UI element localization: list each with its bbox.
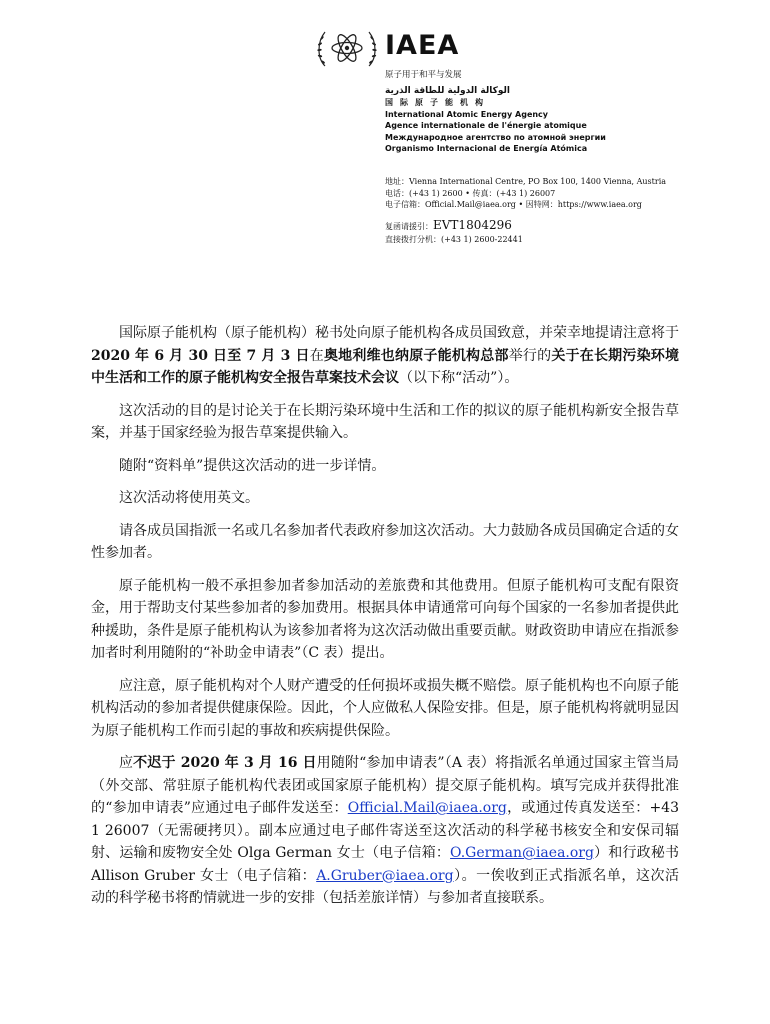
phone-fax-line: 电话：(+43 1) 2600 • 传真：(+43 1) 26007 (385, 188, 556, 198)
p8-text-4: ）和行政秘书 Allison Gruber 女士（电子信箱： (91, 845, 679, 884)
reference-label: 复函请援引： (385, 222, 433, 231)
reference-block (385, 219, 725, 246)
reference-number: EVT1804296 (433, 218, 512, 232)
p8-text: 应 (119, 755, 134, 771)
p1-text-4: （以下称“活动”）。 (399, 370, 519, 386)
agency-name-es: Organismo Internacional de Energía Atómica (385, 144, 588, 153)
letter-body (91, 322, 679, 920)
paragraph-2: 这次活动的目的是讨论关于在长期污染环境中生活和工作的拟议的原子能机构新安全报告草案，并基于国家经验为报告草案提供输入。 (91, 402, 679, 441)
iaea-emblem-icon (315, 26, 379, 70)
p1-text-2: 在 (309, 347, 324, 364)
agency-name-ar: الوكالة الدولية للطاقة الذرية (385, 85, 510, 96)
motto-zh: 原子用于和平与发展 (385, 70, 462, 80)
p1-event-title: 关于在长期污染环境中生活和工作的原子能机构安全报告草案技术会议 (91, 347, 680, 386)
p1-text: 国际原子能机构（原子能机构）秘书处向原子能机构各成员国致意，并荣幸地提请注意将于 (119, 325, 679, 341)
paragraph-7: 应注意，原子能机构对个人财产遭受的任何损坏或损失概不赔偿。原子能机构也不向原子能机构活动的参加者提供健康保险。因此，个人应做私人保险安排。但是，原子能机构将就明显因为原子能机构工作而引起的事故和疾病提供保险。 (91, 677, 679, 739)
contact-block (385, 176, 725, 211)
address-line: 地址：Vienna International Centre, PO Box 100, 1400 Vienna, Austria (385, 177, 667, 186)
agency-name-zh: 国际原子能机构 (385, 98, 490, 107)
email-web-line: 电子信箱：Official.Mail@iaea.org • 因特网：https://www.iaea.org (385, 200, 642, 209)
gruber-email-link[interactable]: A.Gruber@iaea.org (316, 867, 454, 884)
paragraph-3: 随附“资料单”提供这次活动的进一步详情。 (119, 457, 386, 474)
p1-text-3: 举行的 (508, 347, 552, 364)
p1-dates: 2020 年 6 月 30 日至 7 月 3 日 (91, 347, 310, 364)
p8-deadline: 不迟于 2020 年 3 月 16 日 (133, 755, 317, 771)
german-email-link[interactable]: O.German@iaea.org (450, 845, 594, 861)
agency-name-en: International Atomic Energy Agency (385, 109, 549, 119)
agency-name-ru: Международное агентство по атомной энергии (385, 132, 606, 142)
official-mail-link[interactable]: Official.Mail@iaea.org (347, 800, 507, 816)
p1-venue: 奥地利维也纳原子能机构总部 (323, 347, 509, 364)
paragraph-6: 原子能机构一般不承担参加者参加活动的差旅费和其他费用。但原子能机构可支配有限资金，用于帮助支付某些参加者的参加费用。根据具体申请通常可向每个国家的一名参加者提供此种援助，条件是原子能机构认为该参加者将为这次活动做出重要贡献。财政资助申请应在指派参加者时利用随附的“补助金申请表”（C 表）提出。 (91, 577, 679, 661)
paragraph-5: 请各成员国指派一名或几名参加者代表政府参加这次活动。大力鼓励各成员国确定合适的女性参加者。 (91, 522, 679, 561)
paragraph-8 (91, 752, 679, 910)
direct-line: 直接拨打分机：(+43 1) 2600-22441 (385, 235, 523, 244)
p8-text-2: 用随附“参加申请表”（A 表）将指派名单通过国家主管当局（外交部、常驻原子能机构代表团或国家原子能机构）提交原子能机构。填写完成并获得批准的“参加申请表”应通过电子邮件发送至： (91, 755, 680, 816)
agency-name-fr: Agence internationale de l'énergie atomique (385, 121, 587, 130)
logo-wordmark: IAEA (385, 30, 460, 61)
p8-text-5: ）。一俟收到正式指派名单，这次活动的科学秘书将酌情就进一步的安排（包括差旅详情）与参加者直接联系。 (91, 867, 680, 906)
paragraph-4: 这次活动将使用英文。 (119, 490, 259, 506)
p8-text-3: ，或通过传真发送至：+43 1 26007（无需硬拷贝）。副本应通过电子邮件寄送至这次活动的科学秘书核安全和安保司辐射、运输和废物安全处 Olga German 女士（电子信箱： (91, 800, 679, 861)
agency-names (385, 70, 715, 155)
iaea-logo (315, 26, 465, 70)
paragraph-1 (91, 322, 679, 390)
